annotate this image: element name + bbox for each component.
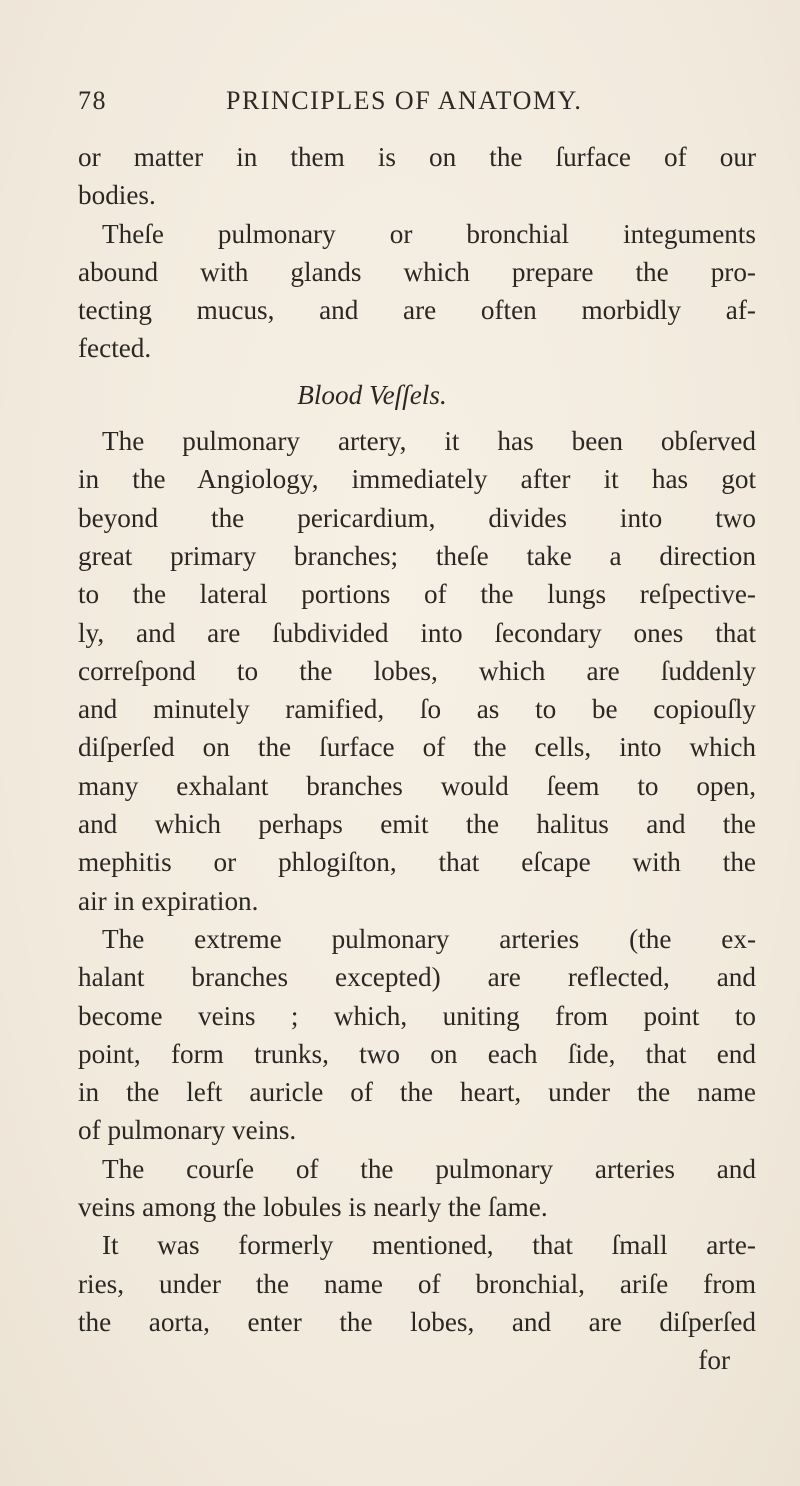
text-line: ries, under the name of bronchial, ariſe from <box>78 1268 756 1299</box>
paragraph <box>78 138 756 215</box>
text-line: The courſe of the pulmonary arteries and <box>102 1153 756 1184</box>
text-line: diſperſed on the ſurface of the cells, into which <box>78 732 756 763</box>
text-line: Theſe pulmonary or bronchial integuments <box>102 218 756 249</box>
text-line: mephitis or phlogiſton, that eſcape with the <box>78 847 756 878</box>
text-line: correſpond to the lobes, which are ſuddenly <box>78 655 756 686</box>
paragraph <box>78 1150 756 1227</box>
paragraph <box>78 1226 756 1341</box>
text-line: tecting mucus, and are often morbidly af- <box>78 295 756 326</box>
text-line: bodies. <box>78 180 156 211</box>
section-heading: Blood Veſſels. <box>297 379 447 410</box>
text-line: The extreme pulmonary arteries (the ex- <box>102 923 756 954</box>
text-line: The pulmonary artery, it has been obſerved <box>102 426 756 457</box>
text-line: and minutely ramified, ſo as to be copiouſly <box>78 694 756 725</box>
text-line: abound with glands which prepare the pro- <box>78 256 756 287</box>
text-line: air in expiration. <box>78 885 259 916</box>
text-line: in the left auricle of the heart, under the name <box>78 1077 756 1108</box>
text-line: many exhalant branches would ſeem to open, <box>78 770 756 801</box>
running-title: PRINCIPLES OF ANATOMY. <box>226 86 583 115</box>
text-line: to the lateral portions of the lungs reſpective- <box>78 579 756 610</box>
paragraph <box>78 920 756 1150</box>
text-line: of pulmonary veins. <box>78 1115 297 1146</box>
page-number: 78 <box>78 86 107 115</box>
text-line: It was formerly mentioned, that ſmall arte- <box>102 1230 756 1261</box>
paragraph <box>78 422 756 920</box>
catchword: for <box>698 1345 730 1376</box>
text-line: in the Angiology, immediately after it has got <box>78 464 756 495</box>
text-line: become veins ; which, uniting from point to <box>78 1000 756 1031</box>
paragraph <box>78 215 756 368</box>
text-line: and which perhaps emit the halitus and the <box>78 809 756 840</box>
body-text <box>78 138 756 1380</box>
text-line: point, form trunks, two on each ſide, that end <box>78 1038 756 1069</box>
text-line: beyond the pericardium, divides into two <box>78 502 756 533</box>
text-line: ly, and are ſubdivided into ſecondary ones that <box>78 617 756 648</box>
running-head <box>78 86 768 120</box>
text-line: veins among the lobules is nearly the ſame. <box>78 1192 548 1223</box>
text-line: the aorta, enter the lobes, and are diſperſed <box>78 1306 756 1337</box>
text-line: fected. <box>78 333 152 364</box>
text-line: or matter in them is on the ſurface of our <box>78 142 756 172</box>
text-line: halant branches excepted) are reflected, and <box>78 962 756 993</box>
text-line: great primary branches; theſe take a direction <box>78 540 756 571</box>
